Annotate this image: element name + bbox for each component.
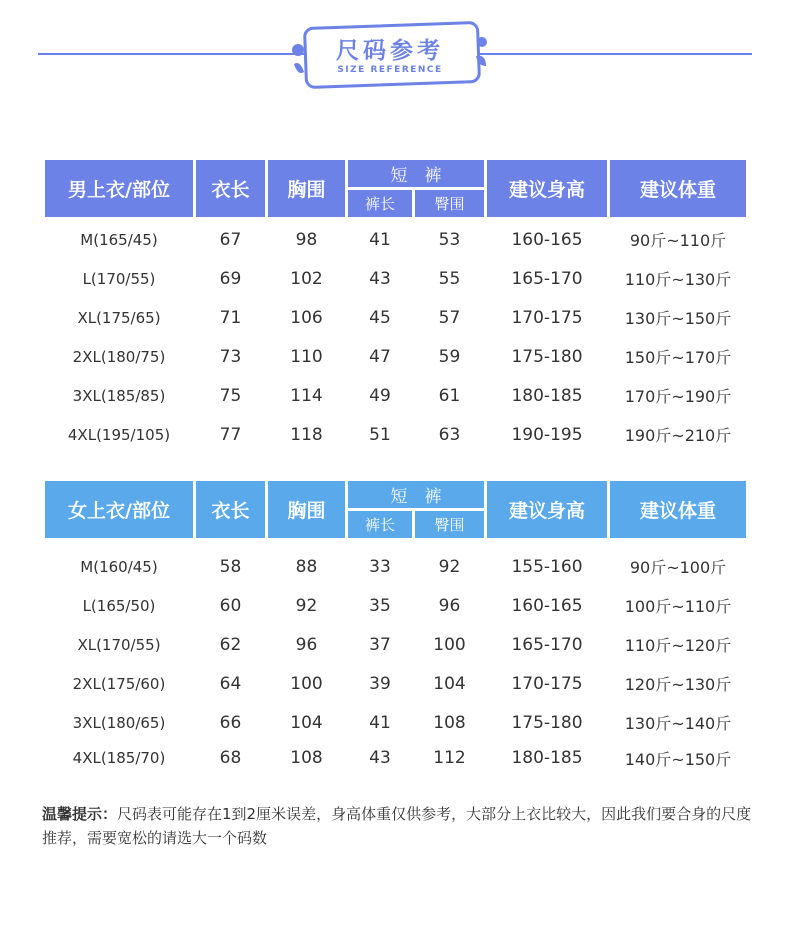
height-cell: 180-185 [511,748,583,768]
size-cell: 3XL(180/65) [72,713,166,732]
hip-cell: 55 [438,268,461,289]
height-cell: 155-160 [511,556,583,577]
chest-cell: 106 [290,307,323,328]
chest-cell: 100 [290,673,323,694]
size-cell: 2XL(175/60) [72,674,166,693]
women-col-length: 衣长 [195,480,267,540]
tip-text: 尺码表可能存在1到2厘米误差，身高体重仅供参考，大部分上衣比较大，因此我们要合身的尺度推荐，需要宽松的请选大一个码数 [42,805,752,847]
table-row [44,219,748,260]
length-cell: 58 [219,556,242,577]
chest-cell: 98 [295,229,318,250]
size-cell: L(170/55) [82,269,156,288]
shorts-length-cell: 37 [369,634,391,655]
length-cell: 69 [219,268,242,289]
women-col-hip: 臀围 [414,510,486,540]
size-cell: 2XL(180/75) [72,347,166,366]
shorts-length-cell: 43 [369,748,391,768]
table-row [44,259,748,298]
length-cell: 60 [219,595,242,616]
table-row [44,547,748,586]
tip-note [42,802,754,850]
hip-cell: 59 [438,346,461,367]
shorts-length-cell: 33 [369,556,391,577]
height-cell: 175-180 [511,346,583,367]
shorts-length-cell: 39 [369,673,391,694]
chest-cell: 118 [290,424,323,445]
weight-cell: 130斤~150斤 [624,309,732,328]
size-cell: M(165/45) [80,230,158,249]
height-cell: 160-165 [511,595,583,616]
page-title: 尺码参考 [336,38,444,64]
chest-cell: 92 [295,595,318,616]
page-subtitle: SIZE REFERENCE [337,65,443,75]
height-cell: 160-165 [511,229,583,250]
size-cell: M(160/45) [80,557,158,576]
men-col-shorts: 短 裤 [347,159,486,189]
weight-cell: 100斤~110斤 [624,597,732,616]
chest-cell: 102 [290,268,323,289]
weight-cell: 110斤~130斤 [624,270,732,289]
table-row [44,703,748,742]
table-row [44,625,748,664]
hip-cell: 92 [438,556,461,577]
height-cell: 165-170 [511,268,583,289]
weight-cell: 190斤~210斤 [624,426,732,445]
men-col-chest: 胸围 [267,159,347,219]
weight-cell: 140斤~150斤 [624,749,732,769]
shorts-length-cell: 47 [369,346,391,367]
shorts-length-cell: 45 [369,307,391,328]
table-row [44,298,748,337]
weight-cell: 150斤~170斤 [624,348,732,367]
table-row [44,415,748,454]
shorts-length-cell: 41 [369,229,391,250]
men-col-hip: 臀围 [414,189,486,219]
table-row [44,337,748,376]
length-cell: 77 [219,424,242,445]
tip-label: 温馨提示： [42,805,118,823]
women-col-weight: 建议体重 [609,480,748,540]
length-cell: 71 [219,307,242,328]
height-cell: 170-175 [511,673,583,694]
weight-cell: 120斤~130斤 [624,675,732,694]
chest-cell: 108 [290,748,323,768]
height-cell: 190-195 [511,424,583,445]
table-row [44,376,748,415]
weight-cell: 130斤~140斤 [624,714,732,733]
shorts-length-cell: 43 [369,268,391,289]
women-col-shorts: 短 裤 [347,480,486,510]
hip-cell: 57 [438,307,461,328]
men-col-shorts-length: 裤长 [347,189,414,219]
size-reference-badge [290,20,490,88]
length-cell: 64 [219,673,242,694]
length-cell: 73 [219,346,242,367]
hip-cell: 63 [438,424,461,445]
shorts-length-cell: 35 [369,595,391,616]
length-cell: 68 [219,748,242,768]
weight-cell: 90斤~110斤 [629,231,727,250]
table-row [44,586,748,625]
hip-cell: 61 [438,385,461,406]
men-col-height: 建议身高 [486,159,609,219]
shorts-length-cell: 49 [369,385,391,406]
chest-cell: 114 [290,385,323,406]
table-row [44,742,748,774]
size-cell: L(165/50) [82,596,156,615]
men-col-length: 衣长 [195,159,267,219]
height-cell: 165-170 [511,634,583,655]
men-size-table [42,157,749,454]
hip-cell: 96 [438,595,461,616]
women-col-size: 女上衣/部位 [44,480,195,540]
weight-cell: 90斤~100斤 [629,558,727,577]
hip-cell: 112 [433,748,466,768]
hip-cell: 53 [438,229,461,250]
weight-cell: 110斤~120斤 [624,636,732,655]
shorts-length-cell: 41 [369,712,391,733]
height-cell: 170-175 [511,307,583,328]
size-cell: 4XL(185/70) [72,749,166,767]
size-cell: XL(170/55) [77,635,161,654]
length-cell: 67 [219,229,242,250]
hip-cell: 100 [433,634,466,655]
women-col-shorts-length: 裤长 [347,510,414,540]
men-col-weight: 建议体重 [609,159,748,219]
weight-cell: 170斤~190斤 [624,387,732,406]
size-cell: XL(175/65) [77,308,161,327]
size-cell: 3XL(185/85) [72,386,166,405]
height-cell: 175-180 [511,712,583,733]
men-col-size: 男上衣/部位 [44,159,195,219]
hip-cell: 104 [433,673,466,694]
hip-cell: 108 [433,712,466,733]
length-cell: 66 [219,712,242,733]
chest-cell: 104 [290,712,323,733]
size-cell: 4XL(195/105) [67,425,171,444]
women-col-height: 建议身高 [486,480,609,540]
chest-cell: 88 [295,556,318,577]
length-cell: 75 [219,385,242,406]
height-cell: 180-185 [511,385,583,406]
length-cell: 62 [219,634,242,655]
women-size-table [42,478,749,774]
shorts-length-cell: 51 [369,424,391,445]
women-col-chest: 胸围 [267,480,347,540]
table-row [44,664,748,703]
chest-cell: 96 [295,634,318,655]
chest-cell: 110 [290,346,323,367]
